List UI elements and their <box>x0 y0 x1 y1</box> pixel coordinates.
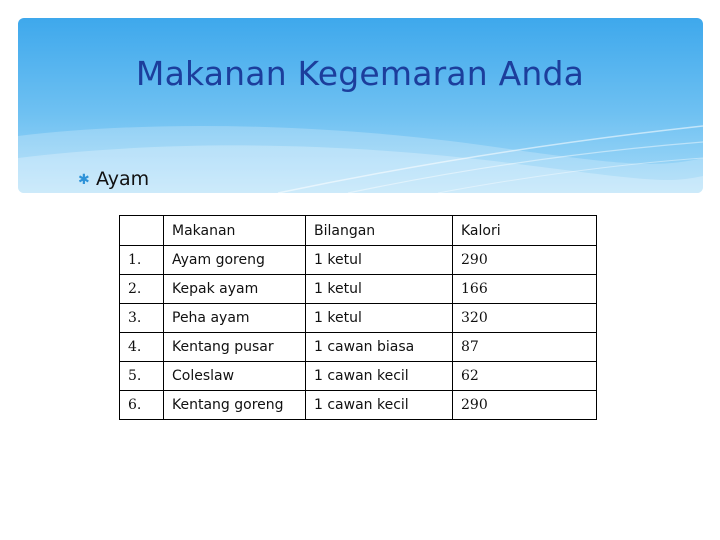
row-number: 1. <box>120 246 164 275</box>
header-cell-kalori: Kalori <box>453 216 597 246</box>
asterisk-bullet-icon: ✱ <box>78 170 90 187</box>
table-header-row <box>120 216 597 246</box>
food-name: Kentang goreng <box>164 391 306 420</box>
table-row <box>120 275 597 304</box>
food-quantity: 1 cawan biasa <box>306 333 453 362</box>
food-name: Kentang pusar <box>164 333 306 362</box>
food-calories: 290 <box>453 391 597 420</box>
food-table <box>119 215 597 420</box>
food-calories: 290 <box>453 246 597 275</box>
table-row <box>120 391 597 420</box>
row-number: 3. <box>120 304 164 333</box>
food-name: Coleslaw <box>164 362 306 391</box>
food-quantity: 1 cawan kecil <box>306 362 453 391</box>
row-number: 4. <box>120 333 164 362</box>
bullet-item <box>78 168 149 190</box>
header-cell-bilangan: Bilangan <box>306 216 453 246</box>
food-name: Ayam goreng <box>164 246 306 275</box>
wave-decoration <box>18 18 703 193</box>
bullet-text: Ayam <box>96 168 150 190</box>
food-calories: 320 <box>453 304 597 333</box>
table-row <box>120 246 597 275</box>
food-calories: 62 <box>453 362 597 391</box>
row-number: 2. <box>120 275 164 304</box>
food-quantity: 1 ketul <box>306 304 453 333</box>
food-quantity: 1 ketul <box>306 275 453 304</box>
header-band <box>18 18 703 193</box>
table-row <box>120 362 597 391</box>
food-calories: 87 <box>453 333 597 362</box>
table-row <box>120 333 597 362</box>
table-row <box>120 304 597 333</box>
slide-title: Makanan Kegemaran Anda <box>135 54 585 93</box>
food-quantity: 1 cawan kecil <box>306 391 453 420</box>
food-quantity: 1 ketul <box>306 246 453 275</box>
row-number: 5. <box>120 362 164 391</box>
food-name: Kepak ayam <box>164 275 306 304</box>
food-name: Peha ayam <box>164 304 306 333</box>
food-calories: 166 <box>453 275 597 304</box>
header-cell-number <box>120 216 164 246</box>
header-cell-makanan: Makanan <box>164 216 306 246</box>
row-number: 6. <box>120 391 164 420</box>
